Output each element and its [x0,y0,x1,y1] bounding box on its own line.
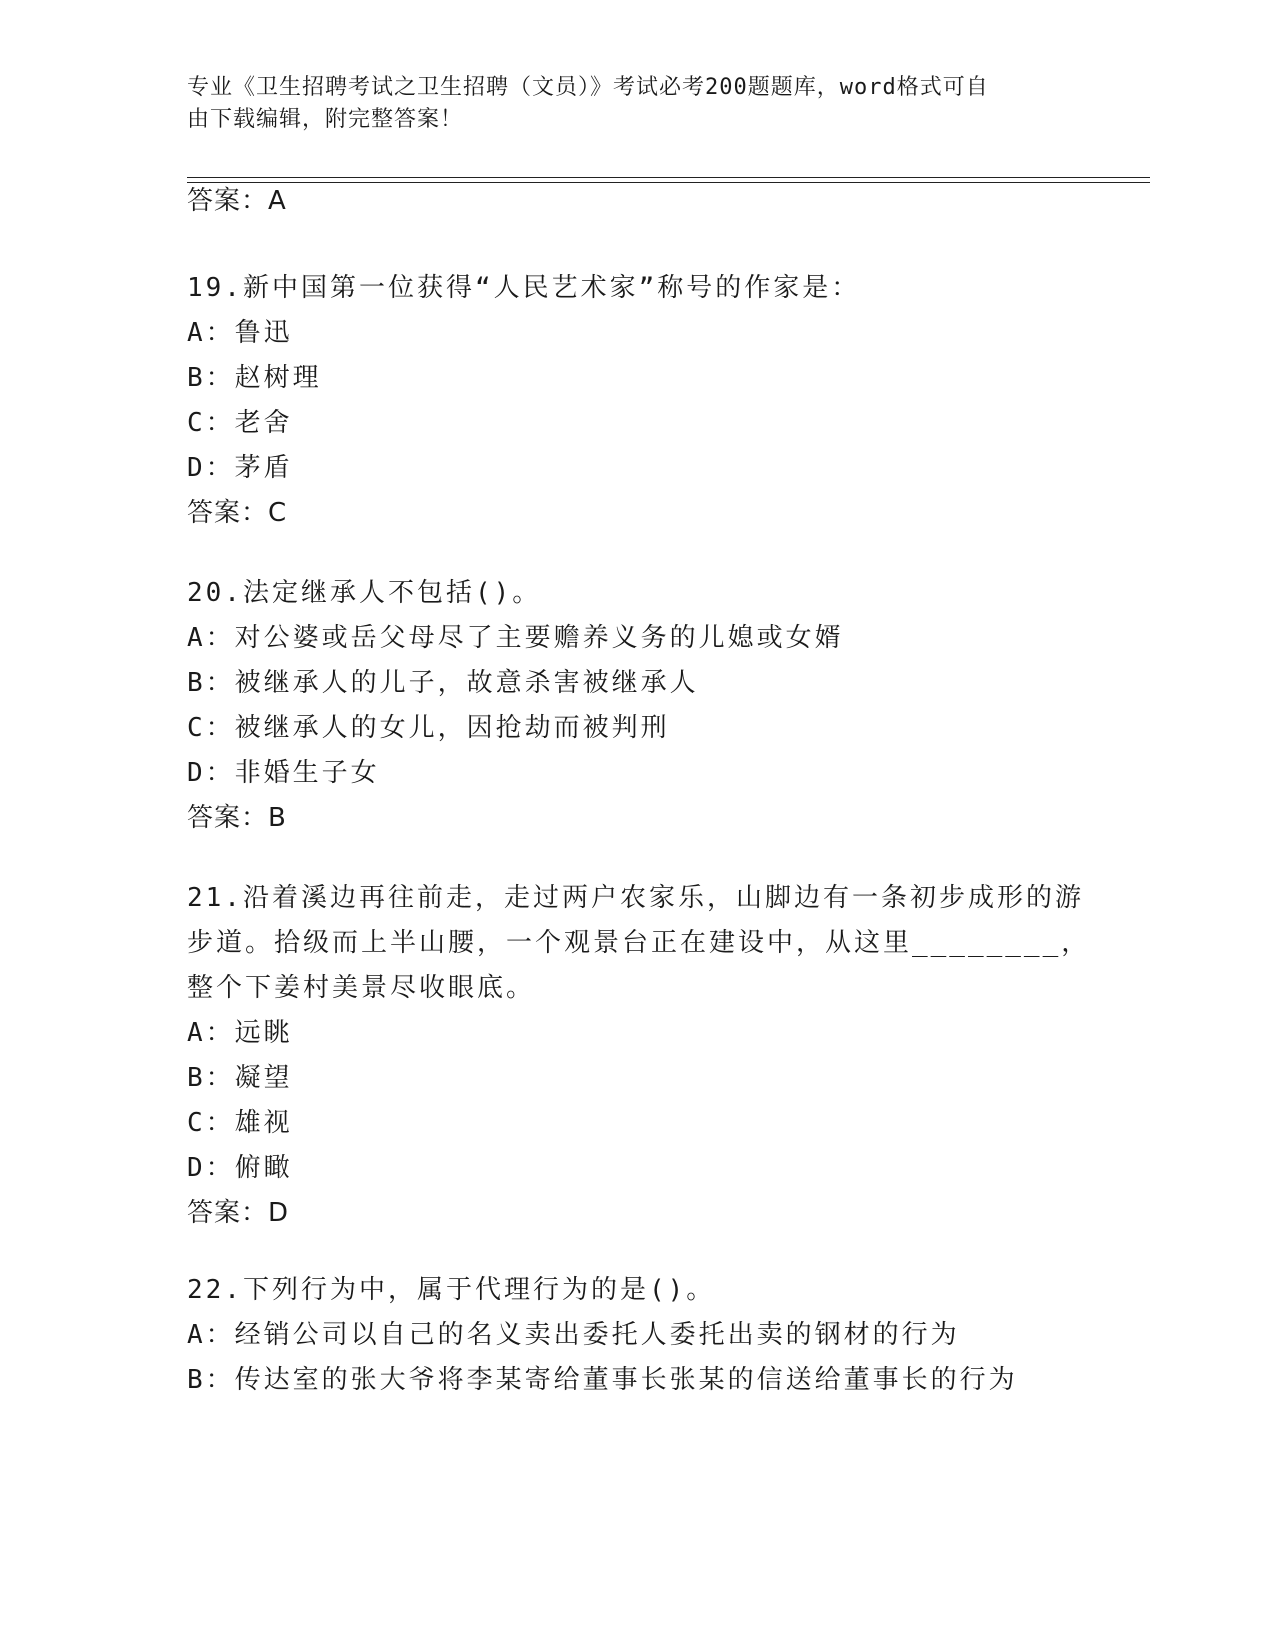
answer-label: 答案：B [187,803,287,833]
option-c: C：被继承人的女儿，因抢劫而被判刑 [187,713,670,743]
option-d: D：俯瞰 [187,1153,293,1183]
question-stem: 22.下列行为中，属于代理行为的是()。 [187,1275,716,1305]
option-b: B：凝望 [187,1063,293,1093]
question-stem-line-1: 21.沿着溪边再往前走，走过两户农家乐，山脚边有一条初步成形的游 [187,883,1084,913]
question-19 [187,266,1107,536]
answer-label: 答案：D [187,1198,290,1228]
prev-answer-block [187,179,1107,224]
option-a: A：鲁迅 [187,318,293,348]
option-c: C：老舍 [187,408,293,438]
option-a: A：远眺 [187,1018,293,1048]
question-stem: 20.法定继承人不包括()。 [187,578,542,608]
option-a: A：经销公司以自己的名义卖出委托人委托出卖的钢材的行为 [187,1320,960,1350]
header-line-1: 专业《卫生招聘考试之卫生招聘（文员）》考试必考200题题库，word格式可自 [187,75,989,100]
option-d: D：非婚生子女 [187,758,380,788]
option-c: C：雄视 [187,1108,293,1138]
answer-label: 答案：C [187,498,288,528]
question-22 [187,1268,1107,1403]
header-divider-top [187,177,1150,178]
question-stem-line-3: 整个下姜村美景尽收眼底。 [187,973,536,1003]
document-header [187,72,1067,136]
option-b: B：传达室的张大爷将李某寄给董事长张某的信送给董事长的行为 [187,1365,1018,1395]
option-b: B：被继承人的儿子，故意杀害被继承人 [187,668,699,698]
header-line-2: 由下载编辑，附完整答案！ [187,107,464,132]
option-d: D：茅盾 [187,453,293,483]
question-stem: 19.新中国第一位获得“人民艺术家”称号的作家是： [187,273,861,303]
question-20 [187,571,1107,841]
option-b: B：赵树理 [187,363,322,393]
answer-label: 答案：A [187,186,287,216]
question-stem-line-2: 步道。拾级而上半山腰，一个观景台正在建设中，从这里________， [187,928,1091,958]
question-21 [187,876,1107,1236]
option-a: A：对公婆或岳父母尽了主要赡养义务的儿媳或女婿 [187,623,844,653]
